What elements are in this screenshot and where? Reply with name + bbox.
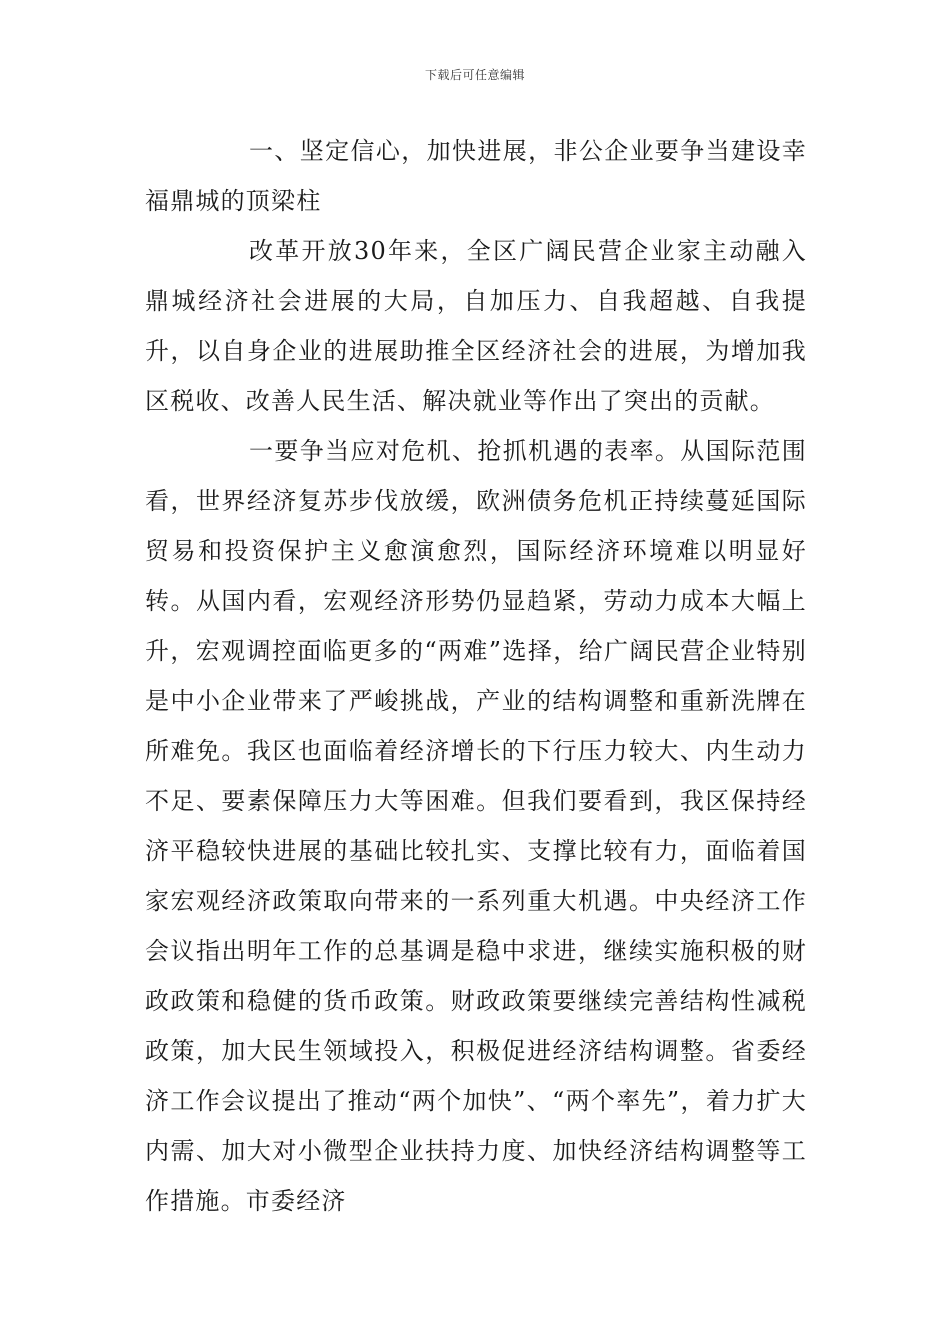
paragraph-1: 改革开放30年来，全区广阔民营企业家主动融入鼎城经济社会进展的大局，自加压力、自我超越、自我提升，以自身企业的进展助推全区经济社会的进展，为增加我区税收、改善人民生活、解决就业等作出了突出的贡献。 <box>145 237 807 415</box>
header-note: 下载后可任意编辑 <box>424 68 525 82</box>
document-body <box>145 126 807 1226</box>
section-heading: 一、坚定信心，加快进展，非公企业要争当建设幸福鼎城的顶梁柱 <box>145 137 807 215</box>
paragraph-2: 一要争当应对危机、抢抓机遇的表率。从国际范围看，世界经济复苏步伐放缓，欧洲债务危机正持续蔓延国际贸易和投资保护主义愈演愈烈，国际经济环境难以明显好转。从国内看，宏观经济形势仍显趋紧，劳动力成本大幅上升，宏观调控面临更多的“两难”选择，给广阔民营企业特别是中小企业带来了严峻挑战，产业的结构调整和重新洗牌在所难免。我区也面临着经济增长的下行压力较大、内生动力不足、要素保障压力大等困难。但我们要看到，我区保持经济平稳较快进展的基础比较扎实、支撑比较有力，面临着国家宏观经济政策取向带来的一系列重大机遇。中央经济工作会议指出明年工作的总基调是稳中求进，继续实施积极的财政政策和稳健的货币政策。财政政策要继续完善结构性减税政策，加大民生领域投入，积极促进经济结构调整。省委经济工作会议提出了推动“两个加快”、“两个率先”，着力扩大内需、加大对小微型企业扶持力度、加快经济结构调整等工作措施。市委经济 <box>145 437 807 1215</box>
